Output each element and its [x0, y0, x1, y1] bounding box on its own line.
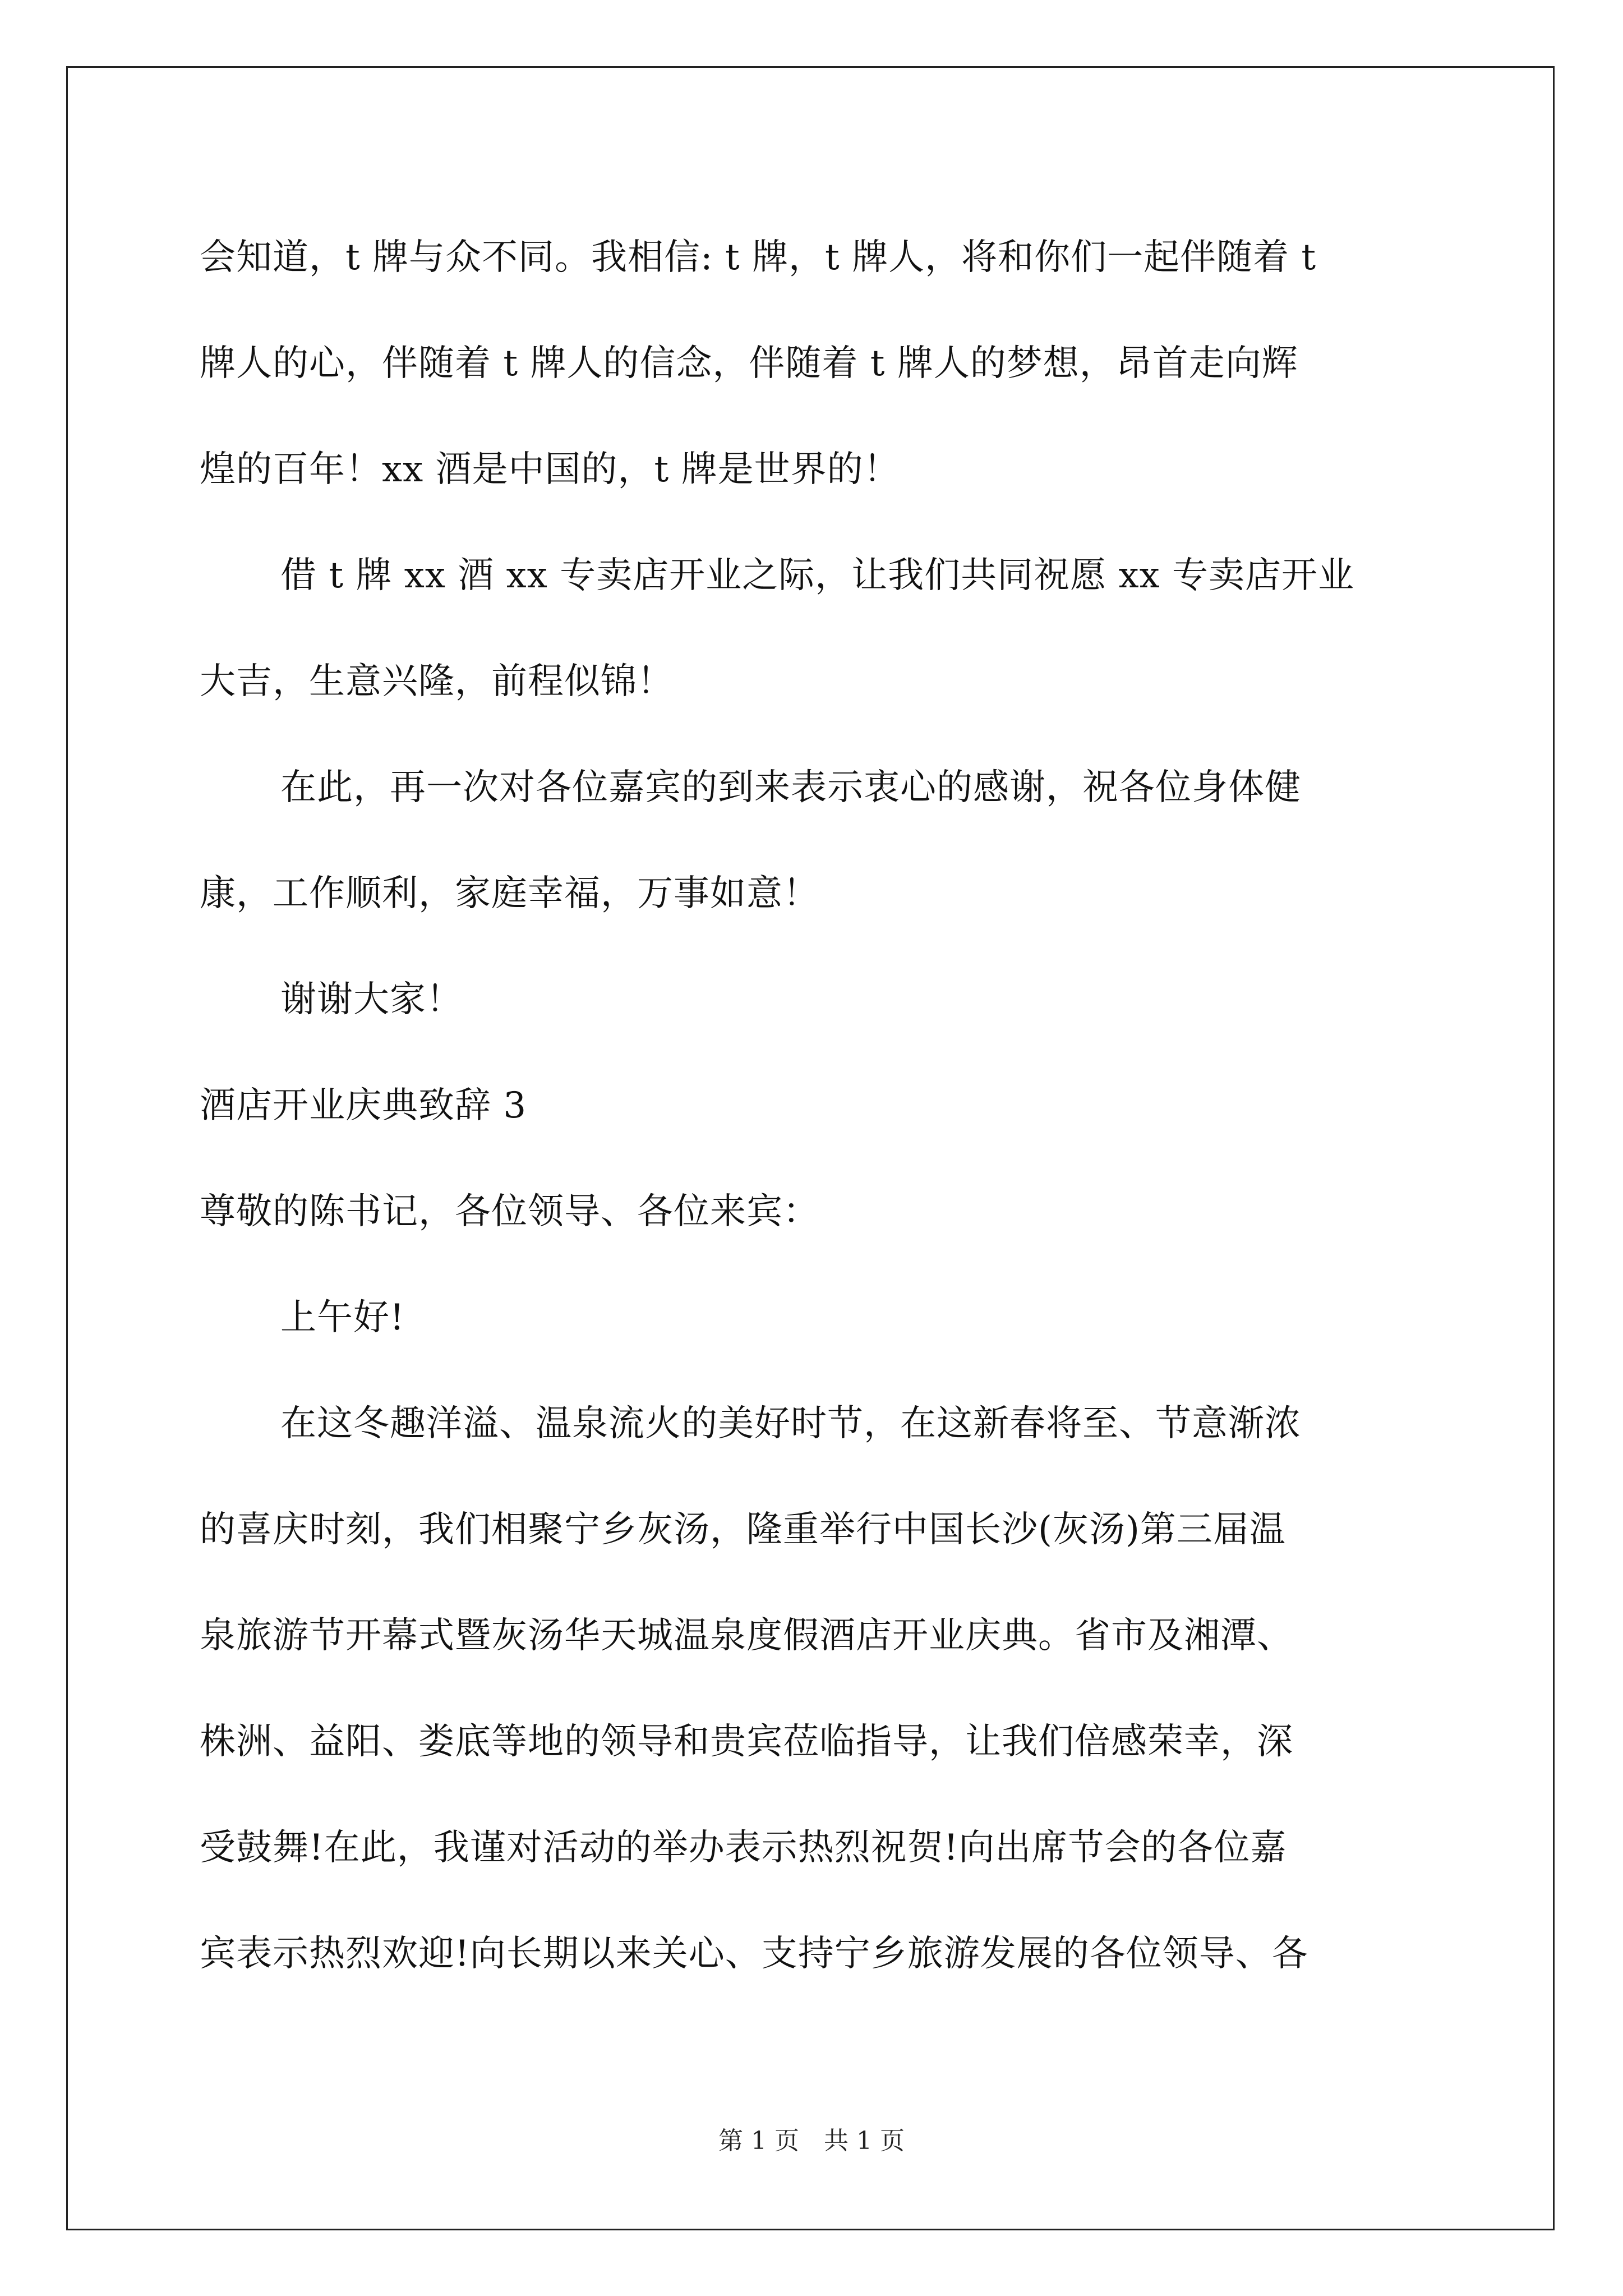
document-body	[200, 205, 1433, 2007]
text-line-14: 泉旅游节开幕式暨灰汤华天城温泉度假酒店开业庆典。省市及湘潭、	[200, 1615, 1293, 1657]
text-line-12: 在这冬趣洋溢、温泉流火的美好时节，在这新春将至、节意渐浓	[280, 1403, 1301, 1444]
text-line-17: 宾表示热烈欢迎!向长期以来关心、支持宁乡旅游发展的各位领导、各	[200, 1933, 1308, 1975]
text-line-5: 大吉，生意兴隆，前程似锦！	[200, 661, 674, 702]
text-line-7: 康，工作顺利，家庭幸福，万事如意！	[200, 873, 819, 914]
text-line-3: 煌的百年！xx 酒是中国的，t 牌是世界的！	[200, 449, 900, 490]
text-line-16: 受鼓舞!在此，我谨对活动的举办表示热烈祝贺!向出席节会的各位嘉	[200, 1827, 1287, 1869]
text-line-13: 的喜庆时刻，我们相聚宁乡灰汤，隆重举行中国长沙(灰汤)第三届温	[200, 1509, 1286, 1550]
salutation: 尊敬的陈书记，各位领导、各位来宾：	[200, 1191, 819, 1232]
section-heading: 酒店开业庆典致辞 3	[200, 1085, 527, 1126]
text-line-15: 株洲、益阳、娄底等地的领导和贵宾莅临指导，让我们倍感荣幸，深	[200, 1721, 1293, 1763]
text-line-4: 借 t 牌 xx 酒 xx 专卖店开业之际，让我们共同祝愿 xx 专卖店开业	[280, 555, 1355, 596]
page-footer: 第 1 页 共 1 页	[718, 2127, 905, 2155]
text-line-2: 牌人的心，伴随着 t 牌人的信念，伴随着 t 牌人的梦想，昂首走向辉	[200, 343, 1298, 384]
greeting: 上午好!	[280, 1297, 405, 1338]
text-line-6: 在此，再一次对各位嘉宾的到来表示衷心的感谢，祝各位身体健	[280, 767, 1301, 808]
text-line-1: 会知道，t 牌与众不同。我相信: t 牌，t 牌人，将和你们一起伴随着 t	[200, 237, 1317, 278]
text-line-8: 谢谢大家！	[280, 979, 463, 1020]
